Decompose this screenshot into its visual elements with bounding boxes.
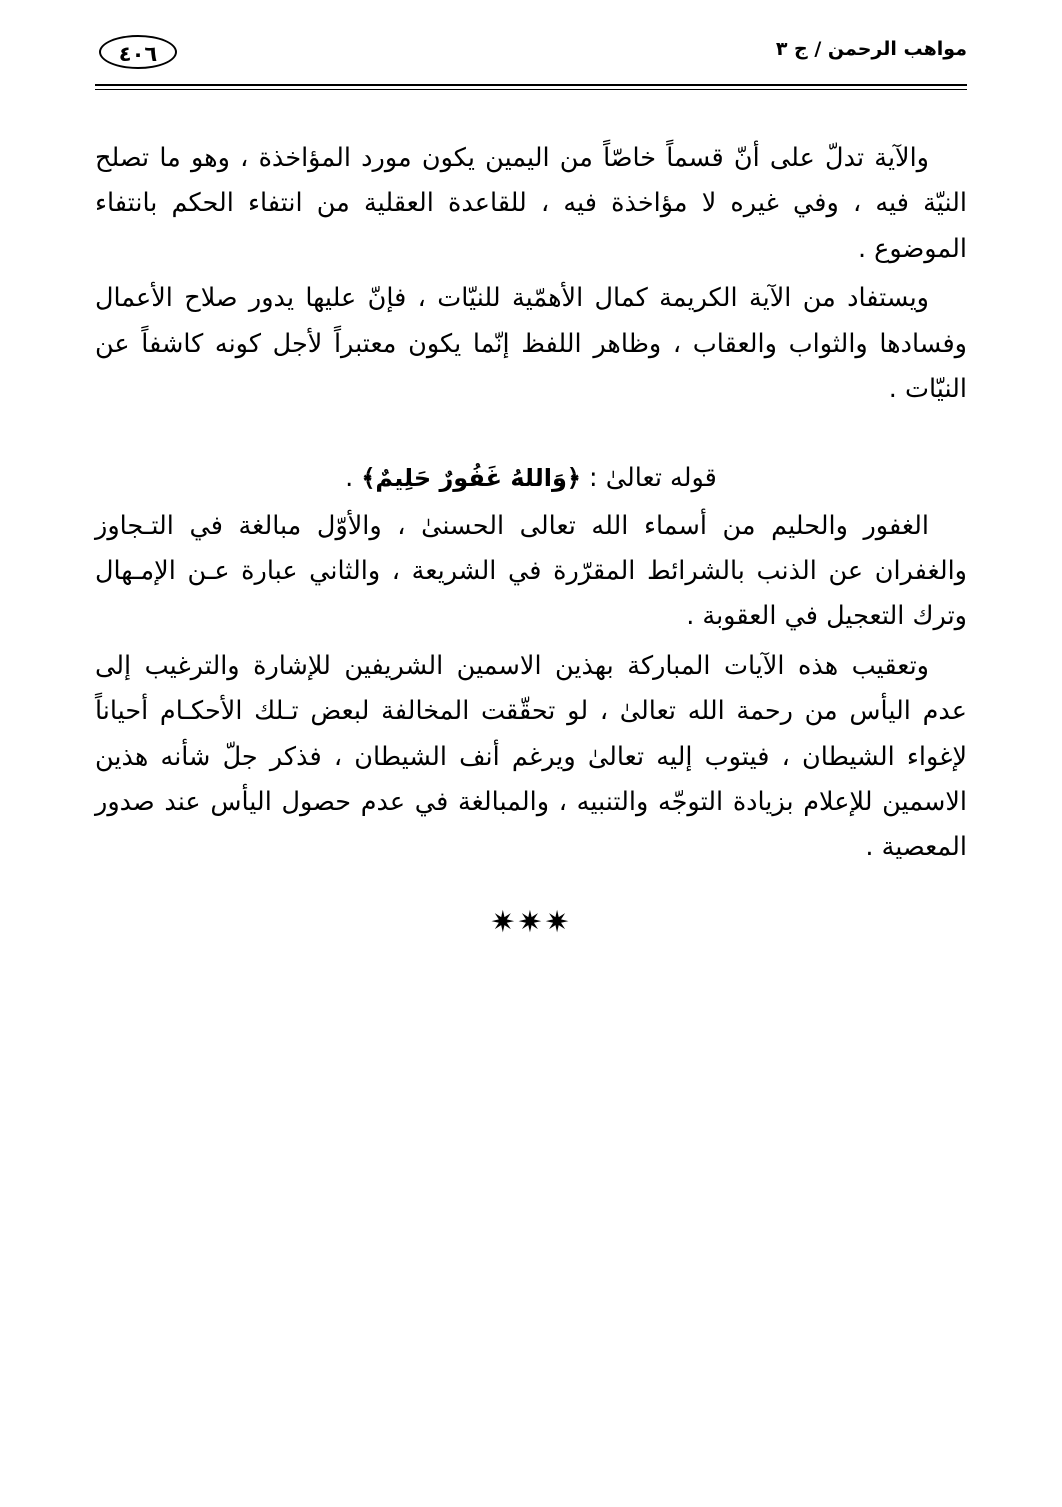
- header-divider-secondary: [95, 89, 967, 90]
- paragraph-spacer: [95, 416, 967, 430]
- page-header: [95, 34, 967, 88]
- header-divider: [95, 84, 967, 86]
- quote-end-punctuation: .: [345, 463, 362, 494]
- page-number: ٤٠٦: [118, 42, 158, 66]
- page-body: [95, 136, 967, 1300]
- quran-verse-text: ﴿وَاللهُ غَفُورٌ حَلِيمٌ﴾: [361, 464, 581, 493]
- paragraph: والآية تدلّ على أنّ قسماً خاصّاً من اليمين يكون مورد المؤاخذة ، وهو ما تصلح النيّة فيه ، وفي غيره لا مؤاخذة فيه ، للقاعدة العقلية من انتفاء الحكم بانتفاء الموضوع .: [95, 143, 967, 264]
- paragraph: ويستفاد من الآية الكريمة كمال الأهمّية للنيّات ، فإنّ عليها يدور صلاح الأعمال وفسادها والثواب والعقاب ، وظاهر اللفظ إنّما يكون معتبراً لأجل كونه كاشفاً عن النيّات .: [95, 283, 967, 404]
- quote-intro-label: قوله تعالىٰ :: [580, 463, 717, 494]
- book-title: مواهب الرحمن / ج ٣: [775, 38, 967, 60]
- quran-quote-line: [95, 456, 967, 501]
- blank-page-area: [95, 940, 967, 1300]
- section-separator: ✷✷✷: [490, 904, 572, 940]
- paragraph: الغفور والحليم من أسماء الله تعالى الحسنىٰ ، والأوّل مبالغة في التـجاوز والغفران عن الذنب بالشرائط المقرّرة في الشريعة ، والثاني عبارة عـن الإمـهال وترك التعجيل في العقوبة .: [95, 510, 967, 632]
- paragraph: وتعقيب هذه الآيات المباركة بهذين الاسمين الشريفين للإشارة والترغيب إلى عدم اليأس من رحمة الله تعالىٰ ، لو تحقّقت المخالفة لبعض تـلك الأحكـام أحياناً لإغواء الشيطان ، فيتوب إليه تعالىٰ ويرغم أنف الشيطان ، فذكر جلّ شأنه هذين الاسمين للإعلام بزيادة التوجّه والتنبيه ، والمبالغة في عدم حصول اليأس عند صدور المعصية .: [95, 650, 967, 863]
- page-number-badge: [95, 34, 181, 72]
